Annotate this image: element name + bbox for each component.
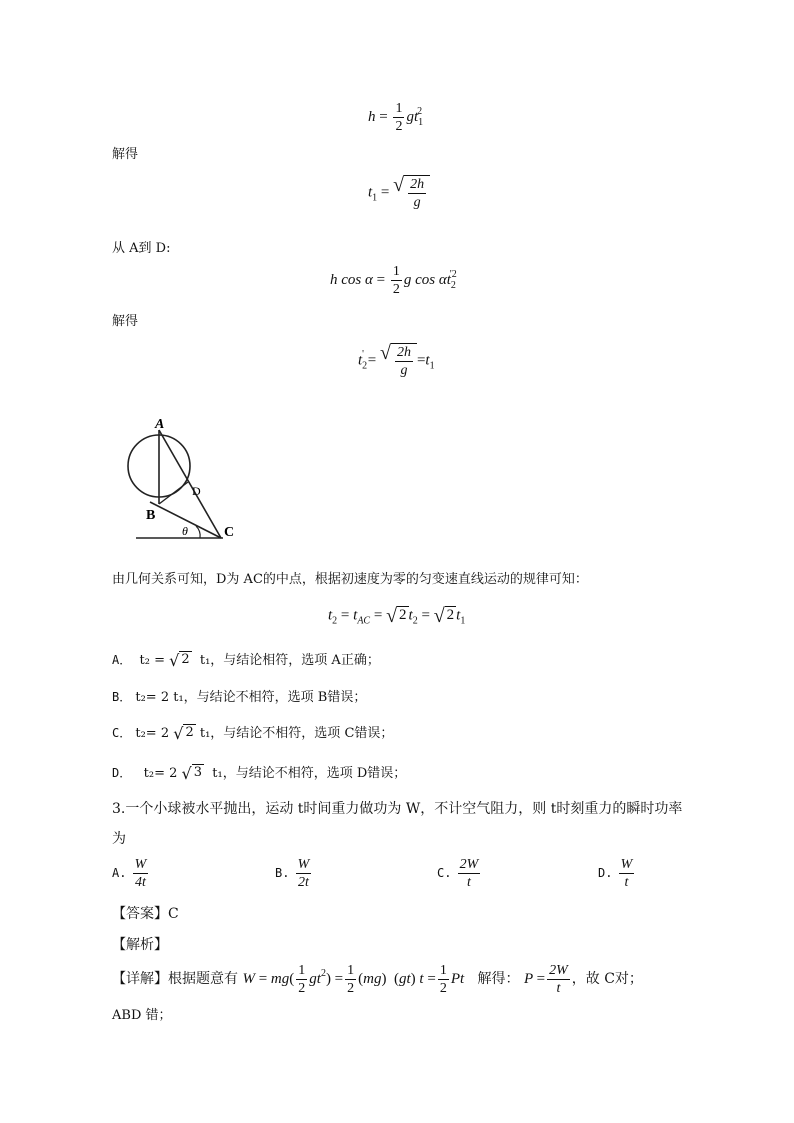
geometry-diagram (126, 418, 246, 548)
step-from-a-to-d: 从 A到 D: (112, 241, 171, 256)
step-jiede-2: 解得 (112, 314, 139, 329)
label-c: C (224, 525, 235, 540)
option-d: D. $\frac{W}{t}$ (598, 857, 633, 890)
choice-d: D． t₂= 2 √ 3 t₁，与结论不相符，选项 D错误； (112, 763, 407, 783)
question-3-text-cont: 为 (112, 831, 126, 847)
label-b: B (146, 508, 156, 523)
equation-t1: $t_1$ = √ $\frac{2h}{g}$ (368, 175, 430, 211)
option-b: B. $\frac{W}{2t}$ (275, 857, 310, 890)
question-3-text: 3.一个小球被水平抛出，运动 t时间重力做功为 W，不计空气阻力，则 t时刻重力的瞬时功率 (112, 801, 683, 817)
equation-t2prime: $t_2'$ = √ $\frac{2h}{g}$ $=t_1$ (358, 342, 435, 378)
analysis-head: 【解析】 (112, 937, 168, 953)
choice-c: C． t₂= 2 √ 2 t₁，与结论不相符，选项 C错误； (112, 723, 394, 743)
answer-line: 【答案】C (112, 906, 179, 922)
label-d: D (192, 484, 201, 498)
line-bd (159, 482, 188, 504)
detail-line: 【详解】根据题意有 W = mg( $\frac{1}{2}$ $gt^2$) = $\frac{1}{2}$ (mg) (gt) t = $\frac{1}{2}$ Pt 解得： P = $\frac{2W}{t}$ ，故 C对； (112, 963, 643, 996)
option-c: C. $\frac{2W}{t}$ (437, 857, 479, 890)
equation-h: h = $\frac{1}{2}$ $gt_1^2$ (368, 101, 424, 134)
step-jiede-1: 解得 (112, 147, 139, 162)
equation-t2-ac: $t_2 = t_{AC}$ = √ 2 $t_2$ = √ 2 $t_1$ (328, 605, 466, 627)
choice-a: A． t₂ = √ 2 t₁，与结论相符，选项 A正确； (112, 650, 380, 670)
label-a: A (155, 418, 165, 432)
label-theta: θ (182, 524, 188, 538)
equation-hcos: h cos α = $\frac{1}{2}$ g $\cos \alpha t_2^{'2}$ (330, 264, 457, 297)
geometry-note: 由几何关系可知，D为 AC的中点，根据初速度为零的匀变速直线运动的规律可知： (112, 572, 588, 587)
option-a: A. $\frac{W}{4t}$ (112, 857, 147, 890)
choice-b: B． t₂= 2 t₁，与结论不相符，选项 B错误； (112, 690, 367, 705)
last-line: ABD 错； (112, 1008, 172, 1023)
